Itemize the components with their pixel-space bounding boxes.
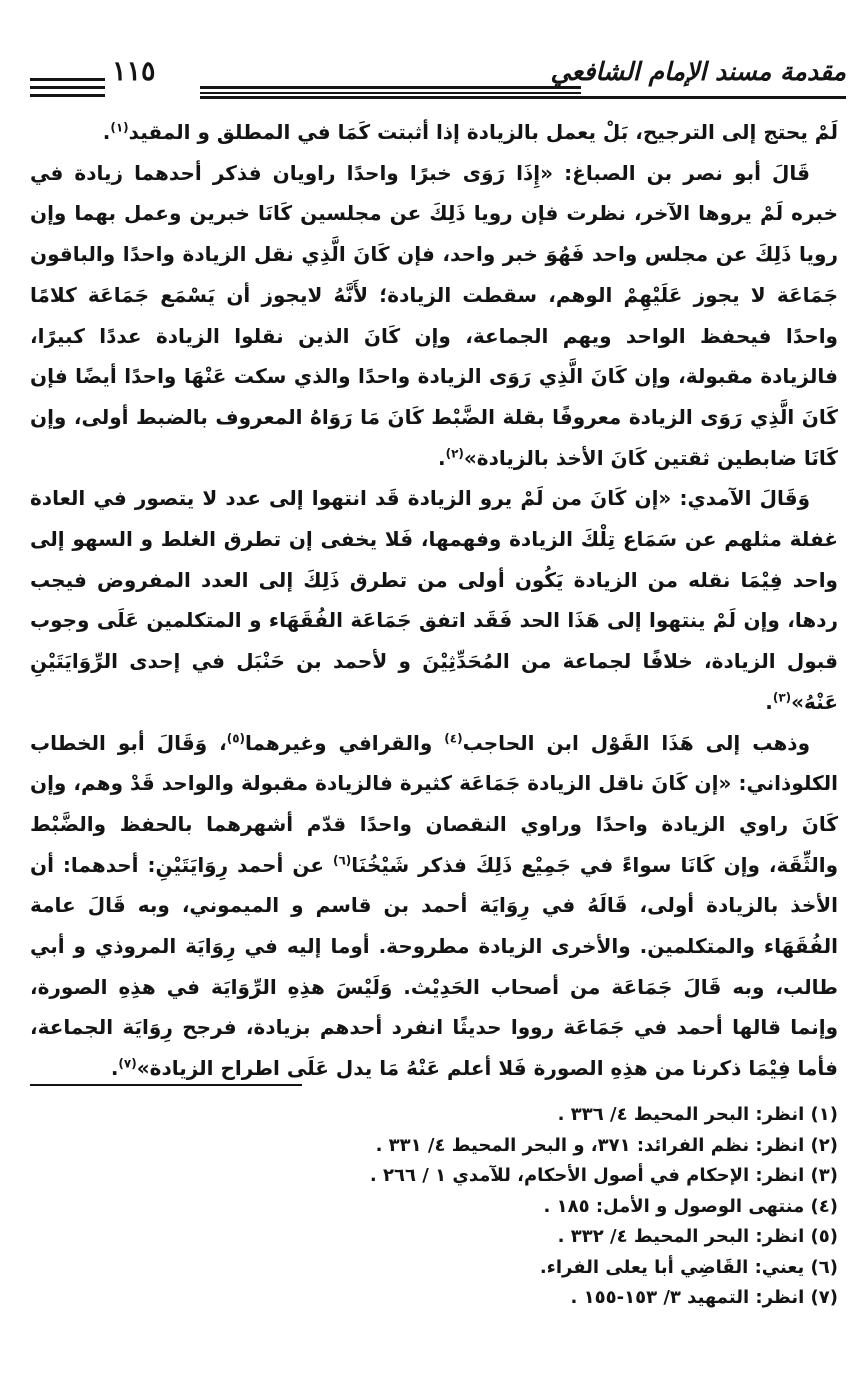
footnote-6: (٦) يعني: القَاضِي أبا يعلى الفراء. <box>539 1256 838 1278</box>
header-rule-left-1 <box>30 78 105 81</box>
footnote-2: (٢) انظر: نظم الفرائد: ٣٧١، و البحر المحيط ٤/ ٣٣١ . <box>375 1134 838 1156</box>
running-title: مقدمة مسند الإمام الشافعي <box>550 57 846 86</box>
footnote-ref-4: (٤) <box>444 730 463 745</box>
header-rule-bottom <box>200 96 846 99</box>
paragraph-2: قَالَ أبو نصر بن الصباغ: «إِذَا رَوَى خبرًا واحدًا راويان فذكر أحدهما زيادة في خبره لَمْ يروها الآخر، نظرت فإن رويا ذَلِكَ عن مجلسين كَانَا خبرين وعمل بهما وإن رويا ذَلِكَ عن مجلس واحد فَهُوَ خبر واحد، فإن كَانَ الَّذِي نقل الزيادة واحدًا والباقون جَمَاعَة لا يجوز عَلَيْهِمْ الوهم، سقطت الزيادة؛ لأَنَّهُ لايجوز أن يَسْمَع جَمَاعَة كلامًا واحدًا فيحفظ الواحد ويهم الجماعة، وإن كَانَ الذين نقلوا الزيادة عددًا كبيرًا، فالزيادة مقبولة، وإن كَانَ الَّذِي رَوَى الزيادة واحدًا والذي سكت عَنْهَا واحدًا أيضًا فإن كَانَ الَّذِي رَوَى الزيادة معروفًا بقلة الضَّبْط كَانَ مَا رَوَاهُ المعروف بالضبط أولى، وإن كَانَا ضابطين ثقتين كَانَ الأخذ بالزيادة»$^{(٢)}$. <box>30 160 838 470</box>
footnote-ref-7: (٧) <box>118 1056 137 1071</box>
paragraph-3: وَقَالَ الآمدي: «إن كَانَ من لَمْ يرو الزيادة قَد انتهوا إلى عدد لا يتصور في العادة غفلة مثلهم عن سَمَاع تِلْكَ الزيادة وفهمها، فَلا يخفى إن تطرق الغلط و السهو إلى واحد فِيْمَا نقله من الزيادة يَكُون أولى من تطرق ذَلِكَ إلى العدد المفروض فيجب ردها، وإن لَمْ ينتهوا إلى هَذَا الحد فَقَد اتفق جَمَاعَة الفُقَهَاء و المتكلمين عَلَى وجوب قبول الزيادة، خلافًا لجماعة من المُحَدِّثِيْنَ و لأحمد بن حَنْبَل في إحدى الرِّوَايَتَيْنِ عَنْهُ»$^{(٣)}$. <box>30 486 838 714</box>
footnote-4: (٤) منتهى الوصول و الأمل: ١٨٥ . <box>543 1195 838 1217</box>
footnote-divider <box>30 1084 302 1086</box>
page-number: ١١٥ <box>112 56 156 87</box>
footnote-ref-5: (٥) <box>226 730 246 745</box>
header-rule-left-3 <box>30 94 105 97</box>
main-text <box>30 112 838 1089</box>
footnote-5: (٥) انظر: البحر المحيط ٤/ ٣٣٢ . <box>557 1226 838 1247</box>
footnote-ref-2: (٢) <box>445 445 464 460</box>
paragraph-1: لَمْ يحتج إلى الترجيح، بَلْ يعمل بالزيادة إذا أثبتت كَمَا في المطلق و المقيد$^{(١)}$. <box>102 120 838 144</box>
footnote-7: (٧) انظر: التمهيد ٣/ ١٥٣-١٥٥ . <box>570 1287 838 1308</box>
page-header <box>30 52 846 96</box>
header-rule-left-2 <box>30 86 105 89</box>
footnotes <box>30 1100 838 1314</box>
footnote-1: (١) انظر: البحر المحيط ٤/ ٣٣٦ . <box>557 1104 838 1125</box>
footnote-3: (٣) انظر: الإحكام في أصول الأحكام، للآمدي ١ / ٢٦٦ . <box>369 1165 838 1186</box>
footnote-ref-6: (٦) <box>332 853 352 867</box>
footnote-ref-3: (٣) <box>772 690 792 705</box>
footnote-ref-1: (١) <box>110 120 129 135</box>
paragraph-4: وذهب إلى هَذَا القَوْل ابن الحاجب$^{(٤)}$ والقرافي وغيرهما$^{(٥)}$، وَقَالَ أبو الخطاب الكلوذاني: «إن كَانَ ناقل الزيادة جَمَاعَة كثيرة فالزيادة مقبولة والواحد قَدْ وهم، وإن كَانَ راوي الزيادة واحدًا وراوي النقصان واحدًا قدّم أشهرهما بالحفظ والضَّبْط والثِّقَة، وإن كَانَا سواءً في جَمِيْع ذَلِكَ فذكر شَيْخُنَا$^{(٦)}$ عن أحمد رِوَايَتَيْنِ: أحدهما: أن الأخذ بالزيادة أولى، قَالَهُ في رِوَايَة أحمد بن قاسم و الميموني، وبه قَالَ عامة الفُقَهَاء والمتكلمين. والأخرى الزيادة مطروحة. أوما إليه في رِوَايَة المروذي و أبي طالب، وبه قَالَ جَمَاعَة من أصحاب الحَدِيْث. وَلَيْسَ هذِهِ الرِّوَايَة في هذِهِ الصورة، وإنما قالها أحمد في جَمَاعَة رووا حديثًا انفرد أحدهم بزيادة، فرجح رِوَايَة الجماعة، فأما فِيْمَا ذكرنا من هذِهِ الصورة فَلا أعلم عَنْهُ مَا يدل عَلَى اطراح الزيادة»$^{(٧)}$. <box>30 730 839 1081</box>
header-rule-thick <box>200 86 581 94</box>
